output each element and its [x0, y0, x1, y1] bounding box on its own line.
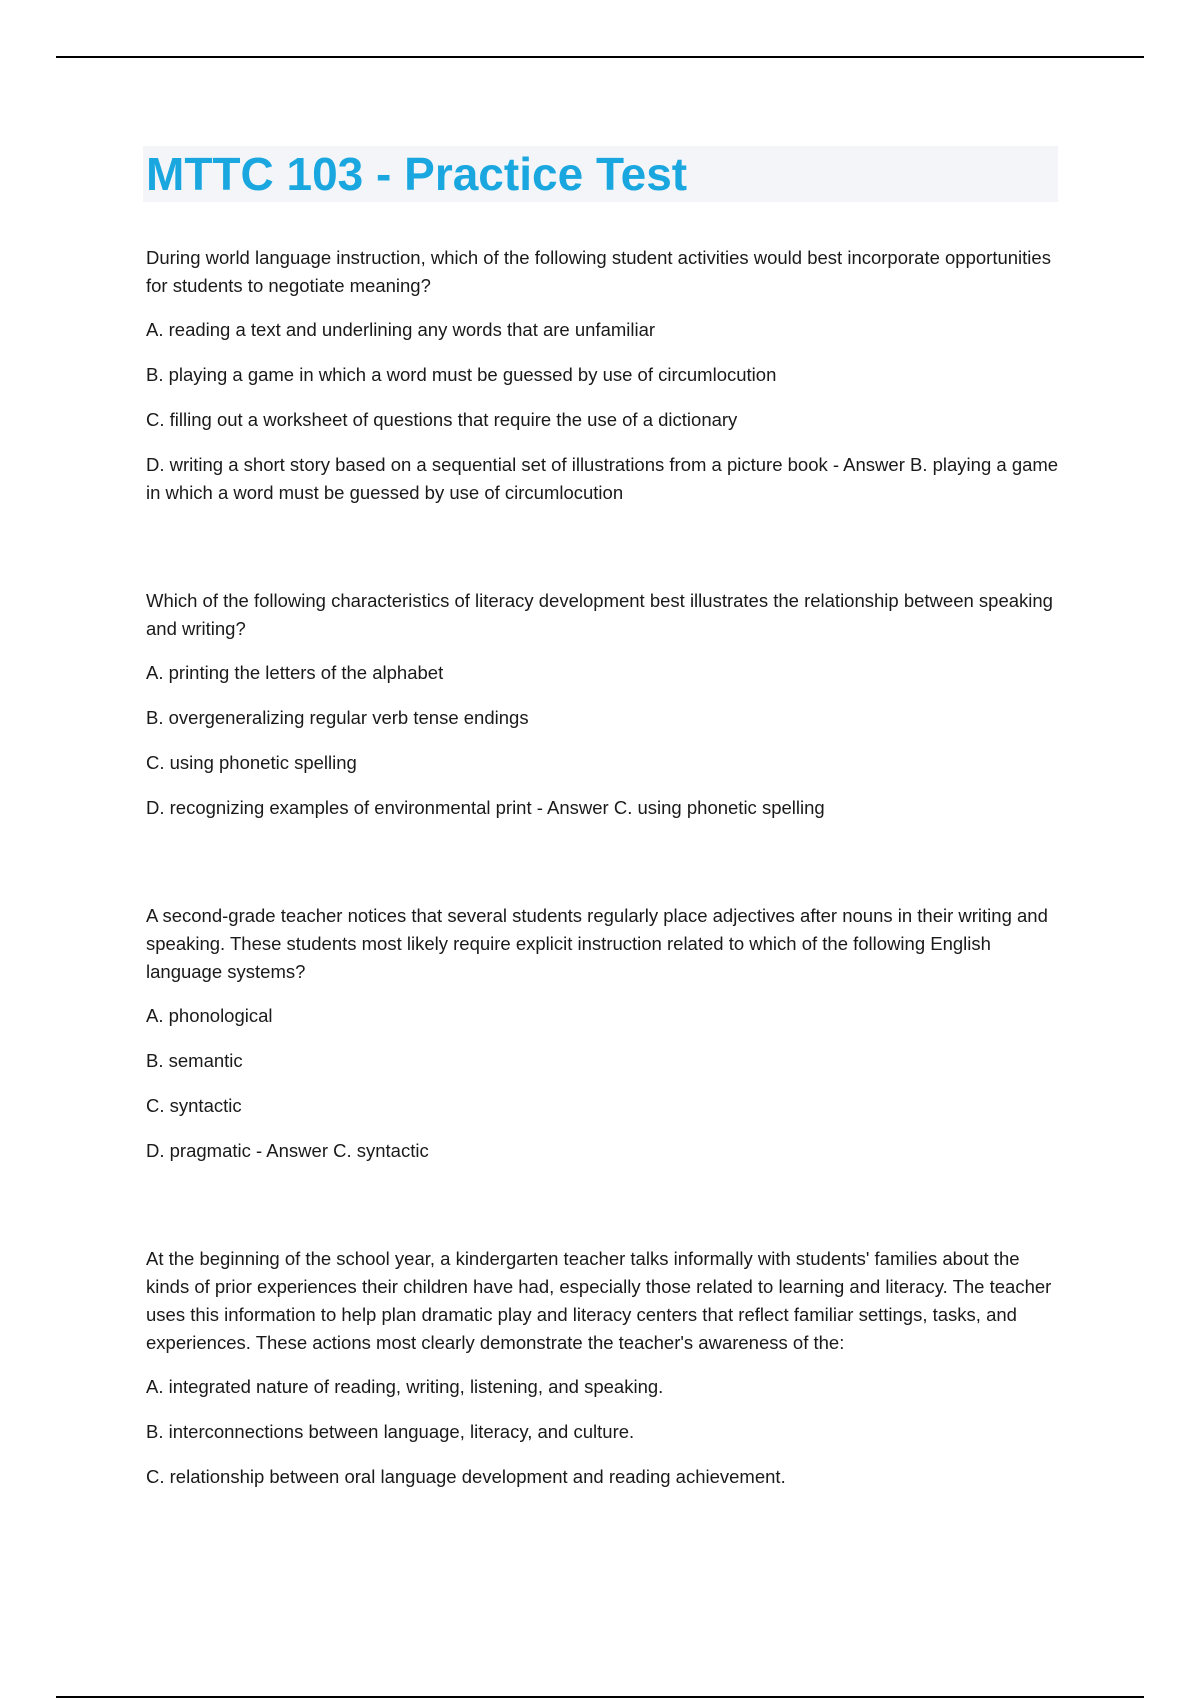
top-rule: [56, 56, 1144, 58]
answer-option-b: B. playing a game in which a word must be guessed by use of circumlocution: [146, 364, 777, 385]
answer-option-a: A. phonological: [146, 1005, 273, 1026]
answer-option-c: C. syntactic: [146, 1095, 242, 1116]
answer-option-d: D. writing a short story based on a sequential set of illustrations from a picture book - Answer B. playing a game in which a word must be guessed by use of circumlocution: [146, 454, 1059, 503]
question-4: [146, 1245, 1066, 1491]
answer-option-a: A. reading a text and underlining any words that are unfamiliar: [146, 319, 656, 340]
page-title: MTTC 103 - Practice Test: [146, 148, 688, 200]
answer-option-a: A. integrated nature of reading, writing, listening, and speaking.: [146, 1376, 664, 1397]
question-stem: A second-grade teacher notices that several students regularly place adjectives after nouns in their writing and speaking. These students most likely require explicit instruction related to which of the following English language systems?: [146, 905, 1048, 982]
answer-option-c: C. using phonetic spelling: [146, 752, 357, 773]
question-list: [146, 244, 1066, 1571]
answer-option-c: C. filling out a worksheet of questions that require the use of a dictionary: [146, 409, 738, 430]
question-3: [146, 902, 1066, 1165]
answer-option-d: D. recognizing examples of environmental print - Answer C. using phonetic spelling: [146, 797, 825, 818]
answer-option-c: C. relationship between oral language development and reading achievement.: [146, 1466, 786, 1487]
question-stem: At the beginning of the school year, a kindergarten teacher talks informally with students' families about the kinds of prior experiences their children have had, especially those related to learning and literacy. The teacher uses this information to help plan dramatic play and literacy centers that reflect familiar settings, tasks, and experiences. These actions most clearly demonstrate the teacher's awareness of the:: [146, 1248, 1052, 1353]
question-2: [146, 587, 1066, 822]
answer-option-a: A. printing the letters of the alphabet: [146, 662, 444, 683]
question-stem: During world language instruction, which of the following student activities would best incorporate opportunities for students to negotiate meaning?: [146, 247, 1051, 296]
answer-option-b: B. overgeneralizing regular verb tense endings: [146, 707, 529, 728]
bottom-rule: [56, 1696, 1144, 1698]
question-stem: Which of the following characteristics of literacy development best illustrates the relationship between speaking and writing?: [146, 590, 1053, 639]
answer-option-d: D. pragmatic - Answer C. syntactic: [146, 1140, 429, 1161]
answer-option-b: B. semantic: [146, 1050, 243, 1071]
question-1: [146, 244, 1066, 507]
answer-option-b: B. interconnections between language, literacy, and culture.: [146, 1421, 635, 1442]
